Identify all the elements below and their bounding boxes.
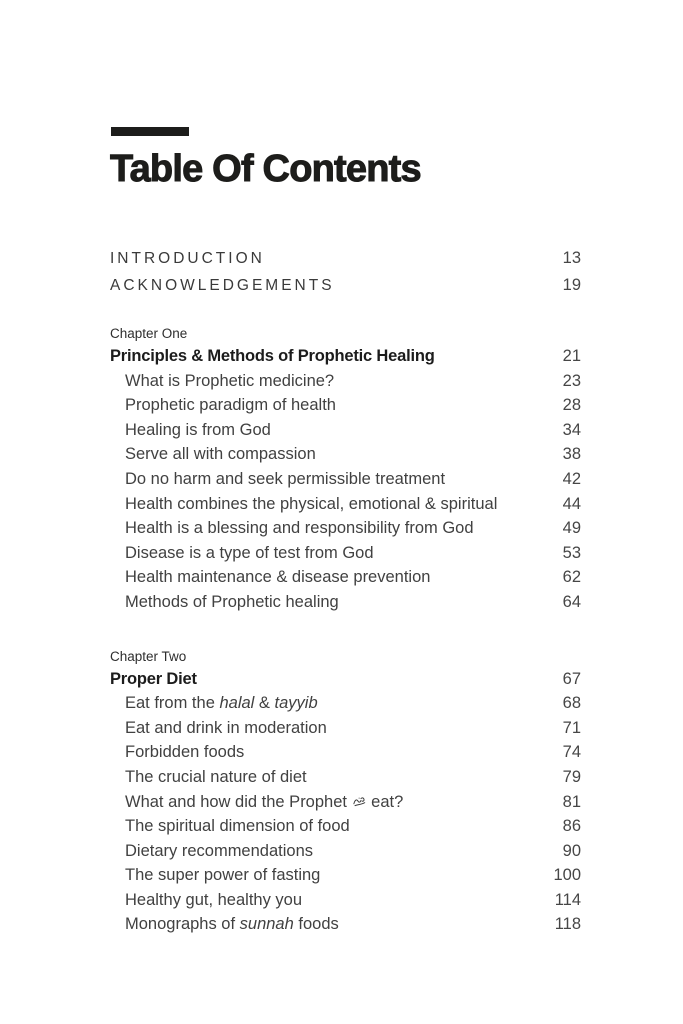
entry-label (110, 814, 551, 839)
entry-label (110, 716, 551, 741)
text-segment: Forbidden foods (125, 743, 245, 762)
entry-label (110, 691, 551, 716)
entry-label (110, 912, 543, 937)
text-segment: The spiritual dimension of food (125, 817, 350, 836)
chapters-container (110, 323, 581, 937)
toc-entry (110, 716, 581, 741)
page-number: 114 (554, 890, 581, 909)
front-matter-entry (110, 245, 581, 272)
toc-entry (110, 790, 581, 815)
toc-entry (110, 393, 581, 418)
page-number: 68 (562, 694, 581, 713)
page-number: 90 (562, 841, 581, 860)
title-accent-bar (111, 127, 189, 136)
toc-entry (110, 691, 581, 716)
page-number: 19 (562, 276, 581, 294)
chapter-label: Chapter One (110, 326, 188, 341)
chapter-label: Chapter Two (110, 648, 187, 664)
text-segment: Do no harm and seek permissible treatment (125, 469, 446, 488)
text-segment: Health maintenance & disease prevention (125, 568, 431, 587)
page-number: 71 (562, 718, 581, 737)
entry-label (110, 565, 551, 590)
page-number: 44 (562, 494, 581, 513)
toc-entry (110, 888, 581, 913)
toc-entry (110, 590, 581, 615)
chapter-section (110, 323, 581, 615)
page-number: 28 (562, 396, 581, 415)
toc-entry (110, 839, 581, 864)
text-segment: Eat and drink in moderation (125, 718, 327, 737)
toc-entry (110, 442, 581, 467)
page-number: 13 (562, 249, 581, 267)
toc-entry (110, 369, 581, 394)
page-number: 100 (553, 866, 581, 885)
page-number: 53 (562, 543, 581, 562)
page-number: 21 (562, 347, 581, 365)
toc-entry (110, 418, 581, 443)
entry-label (110, 888, 543, 913)
chapter-title-row (110, 667, 581, 692)
text-segment: What and how did the Prophet (125, 792, 352, 811)
text-segment: sunnah (239, 915, 294, 934)
page-number: 81 (562, 792, 581, 811)
page-number: 86 (562, 817, 581, 836)
entry-label (110, 467, 551, 492)
text-segment: & (254, 694, 275, 713)
entry-label (110, 765, 551, 790)
entry-label (110, 442, 551, 467)
page-number: 74 (562, 743, 581, 762)
entry-label (110, 418, 551, 443)
toc-entry (110, 516, 581, 541)
toc-entry (110, 467, 581, 492)
page-number: 64 (562, 592, 581, 611)
text-segment: Healthy gut, healthy you (125, 890, 303, 909)
text-segment: Dietary recommendations (125, 841, 313, 860)
pbuh-calligraphy-icon (352, 795, 367, 808)
toc-entry (110, 565, 581, 590)
text-segment: Prophetic paradigm of health (125, 396, 336, 415)
entry-label (110, 369, 551, 394)
text-segment: Health is a blessing and responsibility from God (125, 519, 474, 538)
page-number: 49 (562, 519, 581, 538)
entry-label (110, 590, 551, 615)
toc-entry (110, 740, 581, 765)
front-matter-entry (110, 272, 581, 299)
entry-label (110, 516, 551, 541)
text-segment: The crucial nature of diet (125, 767, 307, 786)
entry-label (110, 790, 551, 815)
entry-label (110, 740, 551, 765)
front-matter-label: INTRODUCTION (110, 250, 265, 267)
entry-label (110, 393, 551, 418)
page-title: Table Of Contents (110, 148, 421, 190)
text-segment: foods (293, 915, 339, 934)
page-number: 79 (562, 767, 581, 786)
toc-entry (110, 814, 581, 839)
text-segment: What is Prophetic medicine? (125, 371, 335, 390)
front-matter-list (110, 245, 581, 299)
page-number: 38 (562, 445, 581, 464)
chapter-title: Principles & Methods of Prophetic Healing (110, 347, 435, 365)
text-segment: Eat from the (125, 694, 220, 713)
text-segment: tayyib (274, 694, 318, 713)
chapter-title: Proper Diet (110, 669, 197, 688)
text-segment: Healing is from God (125, 420, 271, 439)
text-segment: The super power of fasting (125, 866, 321, 885)
page-number: 23 (562, 371, 581, 390)
page-number: 118 (554, 915, 581, 934)
chapter-title-row (110, 344, 581, 369)
toc-entry (110, 765, 581, 790)
text-segment: Disease is a type of test from God (125, 543, 374, 562)
text-segment: Serve all with compassion (125, 445, 316, 464)
entry-label (110, 839, 551, 864)
front-matter-label: ACKNOWLEDGEMENTS (110, 277, 335, 294)
page-header (110, 127, 581, 192)
page-number: 34 (562, 420, 581, 439)
text-segment: Monographs of (125, 915, 240, 934)
text-segment: Health combines the physical, emotional & spiritual (125, 494, 498, 513)
entry-label (110, 492, 551, 517)
entry-label (110, 541, 551, 566)
chapter-section (110, 646, 581, 938)
page-number: 67 (562, 669, 581, 688)
entry-label (110, 863, 541, 888)
table-of-contents (110, 245, 581, 937)
toc-entry (110, 863, 581, 888)
page-number: 42 (562, 469, 581, 488)
text-segment: halal (219, 694, 255, 713)
toc-entry (110, 492, 581, 517)
page-number: 62 (562, 568, 581, 587)
toc-entry (110, 541, 581, 566)
text-segment: eat? (366, 792, 404, 811)
text-segment: Methods of Prophetic healing (125, 592, 339, 611)
toc-entry (110, 912, 581, 937)
